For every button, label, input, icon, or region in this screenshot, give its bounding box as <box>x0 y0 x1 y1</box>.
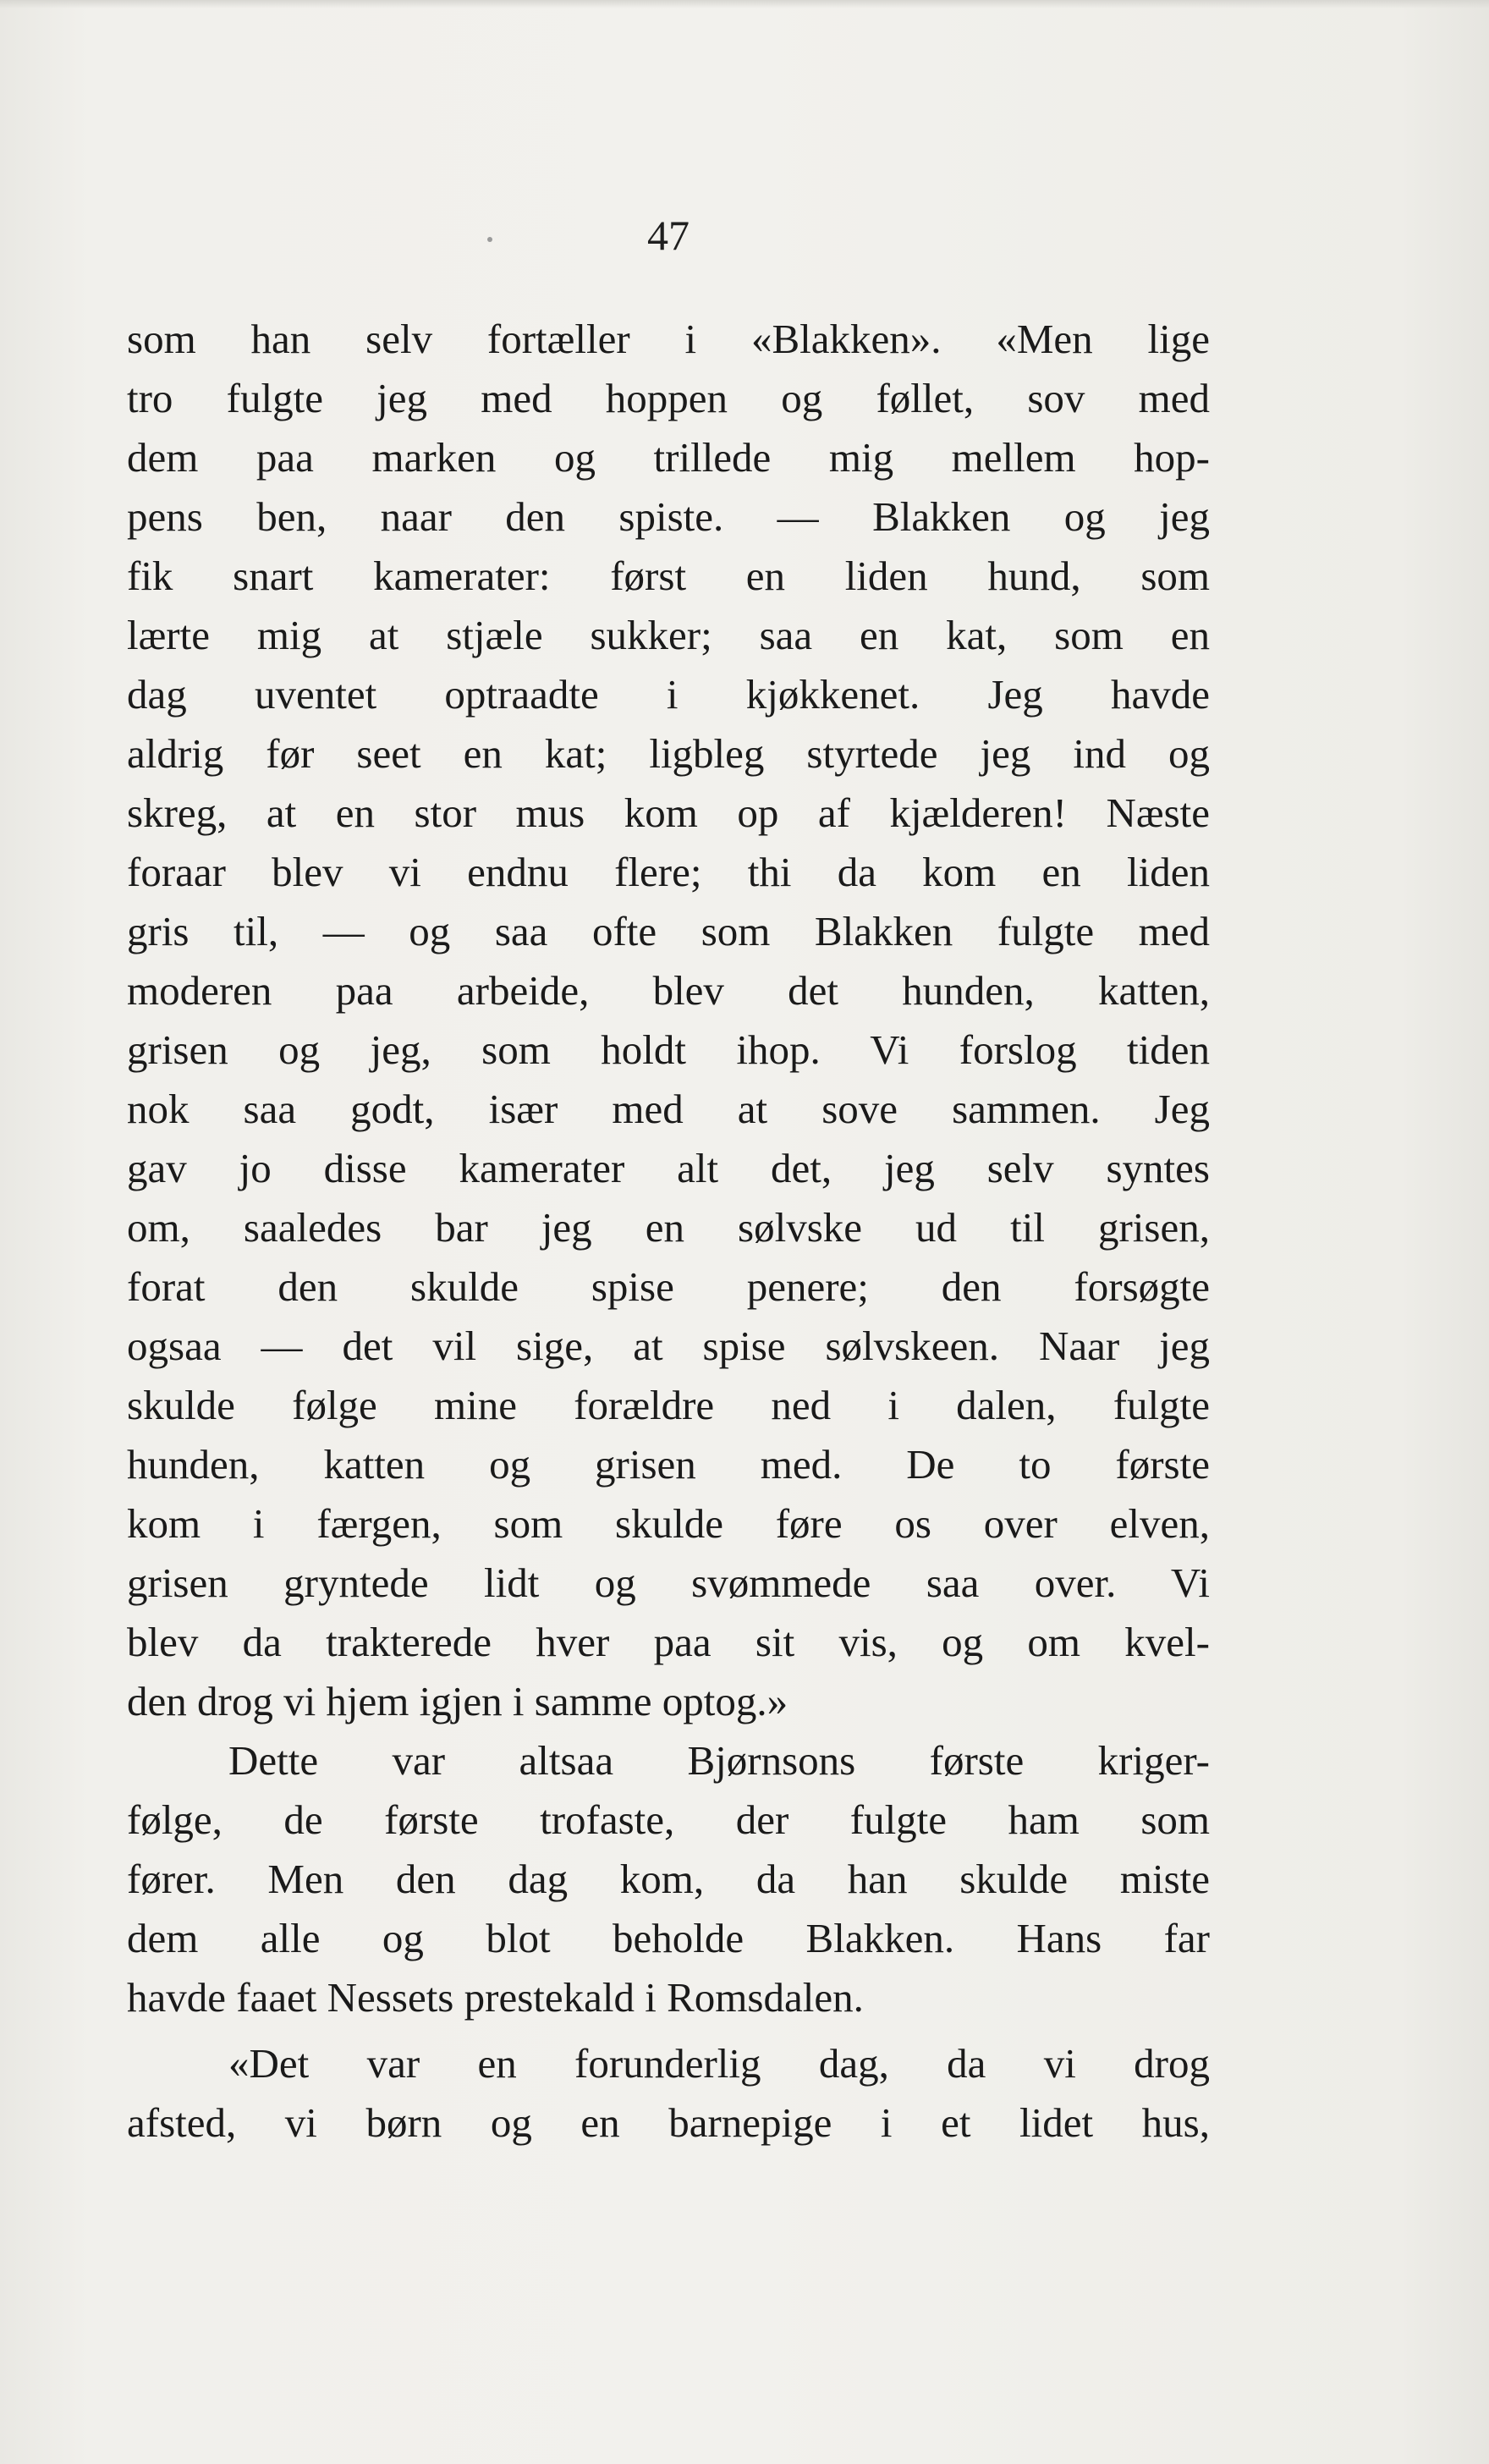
text-line: dem alle og blot beholde Blakken. Hans far <box>127 1915 1210 1961</box>
text-line: fører. Men den dag kom, da han skulde miste <box>127 1856 1210 1902</box>
text-line: ogsaa — det vil sige, at spise sølvskeen. Naar jeg <box>127 1323 1210 1369</box>
page-number: 47 <box>647 212 690 259</box>
text-line: lærte mig at stjæle sukker; saa en kat, som en <box>127 612 1210 658</box>
text-line: den drog vi hjem igjen i samme optog.» <box>127 1678 788 1724</box>
print-speck <box>487 237 492 242</box>
text-line: gris til, — og saa ofte som Blakken fulgte med <box>127 908 1210 954</box>
text-line: grisen gryntede lidt og svømmede saa over. Vi <box>127 1559 1210 1606</box>
text-line: afsted, vi børn og en barnepige i et lidet hus, <box>127 2099 1210 2146</box>
text-line: moderen paa arbeide, blev det hunden, katten, <box>127 967 1210 1014</box>
text-line: dem paa marken og trillede mig mellem hop- <box>127 434 1210 481</box>
text-line: om, saaledes bar jeg en sølvske ud til grisen, <box>127 1204 1210 1251</box>
text-line: blev da trakterede hver paa sit vis, og om kvel- <box>127 1619 1210 1665</box>
text-line: foraar blev vi endnu flere; thi da kom en liden <box>127 849 1210 895</box>
text-line: grisen og jeg, som holdt ihop. Vi forslog tiden <box>127 1026 1210 1073</box>
text-line: dag uventet optraadte i kjøkkenet. Jeg havde <box>127 671 1210 718</box>
text-line: tro fulgte jeg med hoppen og føllet, sov med <box>127 375 1210 421</box>
text-line: nok saa godt, især med at sove sammen. Jeg <box>127 1086 1210 1132</box>
text-line: som han selv fortæller i «Blakken». «Men lige <box>127 316 1210 362</box>
paragraph-start-line: «Det var en forunderlig dag, da vi drog <box>228 2040 1210 2087</box>
paragraph-start-line: Dette var altsaa Bjørnsons første kriger- <box>228 1737 1210 1784</box>
text-line: skulde følge mine forældre ned i dalen, fulgte <box>127 1382 1210 1428</box>
text-line: forat den skulde spise penere; den forsøgte <box>127 1263 1210 1310</box>
text-line: havde faaet Nessets prestekald i Romsdalen. <box>127 1974 864 2021</box>
text-line: pens ben, naar den spiste. — Blakken og jeg <box>127 493 1210 540</box>
text-line: fik snart kamerater: først en liden hund, som <box>127 553 1210 599</box>
body-text <box>127 310 1210 2153</box>
text-line: følge, de første trofaste, der fulgte ham som <box>127 1796 1210 1843</box>
page-top-edge <box>0 0 1489 8</box>
text-line: hunden, katten og grisen med. De to første <box>127 1441 1210 1488</box>
text-line: gav jo disse kamerater alt det, jeg selv syntes <box>127 1145 1210 1191</box>
text-line: aldrig før seet en kat; ligbleg styrtede jeg ind og <box>127 730 1210 777</box>
text-line: kom i færgen, som skulde føre os over elven, <box>127 1500 1210 1547</box>
text-line: skreg, at en stor mus kom op af kjælderen! Næste <box>127 789 1210 836</box>
